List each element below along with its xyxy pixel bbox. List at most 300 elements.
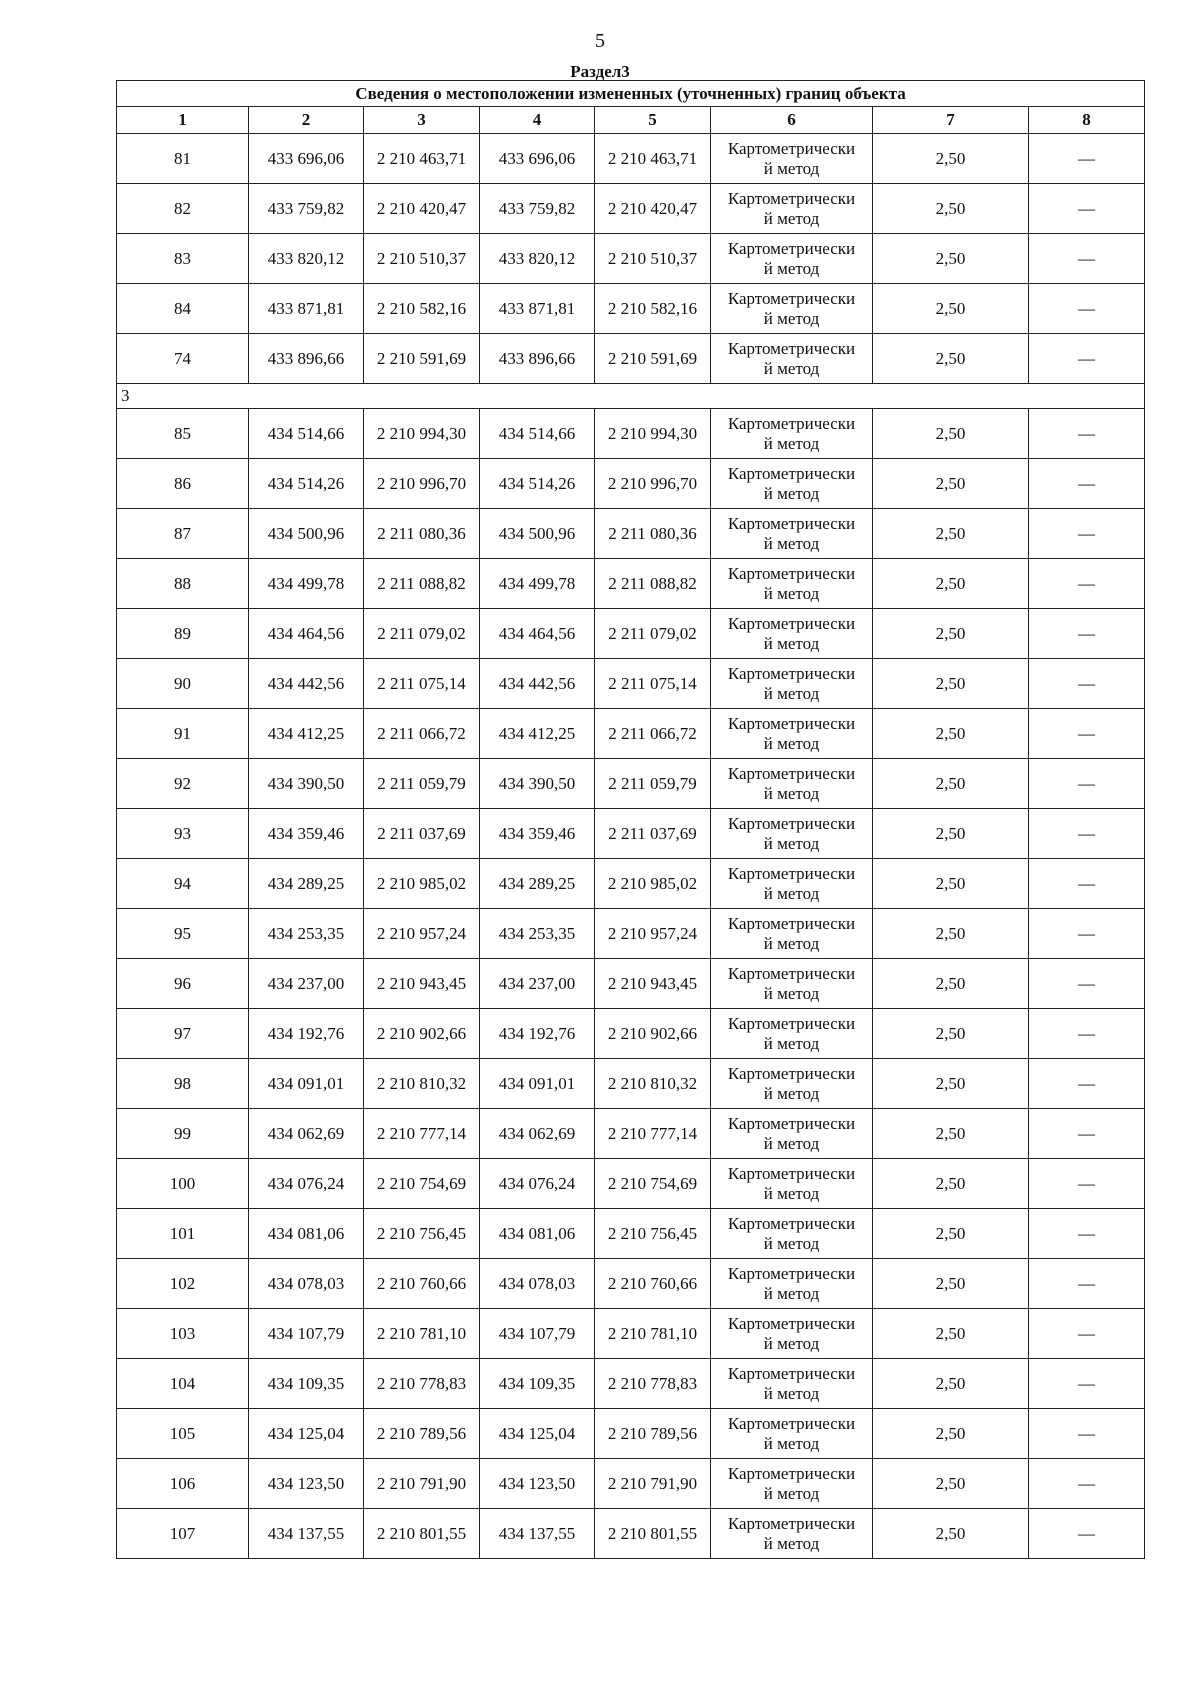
accuracy-cell: 2,50 [873, 559, 1029, 609]
x-new-cell: 434 514,66 [480, 409, 595, 459]
method-line-1: Картометрически [727, 763, 856, 783]
method-line-1: Картометрически [727, 663, 856, 683]
point-number-cell: 86 [117, 459, 249, 509]
x-old-cell: 434 464,56 [249, 609, 364, 659]
accuracy-cell: 2,50 [873, 409, 1029, 459]
table-row [117, 409, 1145, 459]
y-new-cell: 2 210 781,10 [595, 1309, 711, 1359]
note-cell: — [1029, 1459, 1145, 1509]
accuracy-cell: 2,50 [873, 1159, 1029, 1209]
table-title-row [117, 81, 1145, 107]
note-cell: — [1029, 334, 1145, 384]
x-new-cell: 434 125,04 [480, 1409, 595, 1459]
note-cell: — [1029, 509, 1145, 559]
method-line-1: Картометрически [727, 138, 856, 158]
x-new-cell: 434 442,56 [480, 659, 595, 709]
point-number-cell: 89 [117, 609, 249, 659]
table-row [117, 1259, 1145, 1309]
note-cell: — [1029, 1359, 1145, 1409]
note-cell: — [1029, 459, 1145, 509]
method-cell [711, 234, 873, 284]
x-old-cell: 434 500,96 [249, 509, 364, 559]
y-new-cell: 2 211 059,79 [595, 759, 711, 809]
method-line-1: Картометрически [727, 338, 856, 358]
method-cell [711, 759, 873, 809]
x-old-cell: 434 076,24 [249, 1159, 364, 1209]
x-new-cell: 434 123,50 [480, 1459, 595, 1509]
x-old-cell: 434 078,03 [249, 1259, 364, 1309]
point-number-cell: 90 [117, 659, 249, 709]
x-old-cell: 434 289,25 [249, 859, 364, 909]
method-line-2: й метод [763, 1483, 820, 1503]
x-old-cell: 434 237,00 [249, 959, 364, 1009]
method-line-2: й метод [763, 1133, 820, 1153]
note-cell: — [1029, 1309, 1145, 1359]
x-old-cell: 434 081,06 [249, 1209, 364, 1259]
table-row [117, 184, 1145, 234]
y-old-cell: 2 210 756,45 [364, 1209, 480, 1259]
y-old-cell: 2 210 994,30 [364, 409, 480, 459]
y-old-cell: 2 210 420,47 [364, 184, 480, 234]
y-old-cell: 2 210 996,70 [364, 459, 480, 509]
method-line-2: й метод [763, 733, 820, 753]
y-old-cell: 2 210 801,55 [364, 1509, 480, 1559]
accuracy-cell: 2,50 [873, 1509, 1029, 1559]
method-line-2: й метод [763, 883, 820, 903]
x-old-cell: 434 514,26 [249, 459, 364, 509]
method-line-1: Картометрически [727, 713, 856, 733]
accuracy-cell: 2,50 [873, 334, 1029, 384]
method-cell [711, 1159, 873, 1209]
accuracy-cell: 2,50 [873, 134, 1029, 184]
y-new-cell: 2 210 902,66 [595, 1009, 711, 1059]
method-cell [711, 459, 873, 509]
method-line-2: й метод [763, 533, 820, 553]
method-cell [711, 1409, 873, 1459]
y-old-cell: 2 211 037,69 [364, 809, 480, 859]
method-cell [711, 509, 873, 559]
point-number-cell: 85 [117, 409, 249, 459]
note-cell: — [1029, 1409, 1145, 1459]
note-cell: — [1029, 709, 1145, 759]
y-old-cell: 2 210 902,66 [364, 1009, 480, 1059]
table-row [117, 509, 1145, 559]
y-old-cell: 2 210 591,69 [364, 334, 480, 384]
method-line-2: й метод [763, 483, 820, 503]
x-new-cell: 434 237,00 [480, 959, 595, 1009]
accuracy-cell: 2,50 [873, 1409, 1029, 1459]
method-cell [711, 334, 873, 384]
point-number-cell: 91 [117, 709, 249, 759]
x-old-cell: 433 896,66 [249, 334, 364, 384]
accuracy-cell: 2,50 [873, 859, 1029, 909]
table-row [117, 1209, 1145, 1259]
method-line-1: Картометрически [727, 463, 856, 483]
method-line-1: Картометрически [727, 1363, 856, 1383]
accuracy-cell: 2,50 [873, 184, 1029, 234]
y-new-cell: 2 210 810,32 [595, 1059, 711, 1109]
point-number-cell: 92 [117, 759, 249, 809]
method-cell [711, 1359, 873, 1409]
x-new-cell: 434 359,46 [480, 809, 595, 859]
y-new-cell: 2 211 079,02 [595, 609, 711, 659]
x-new-cell: 434 091,01 [480, 1059, 595, 1109]
method-line-1: Картометрически [727, 913, 856, 933]
method-cell [711, 1059, 873, 1109]
note-cell: — [1029, 284, 1145, 334]
table-row [117, 809, 1145, 859]
method-cell [711, 1309, 873, 1359]
x-new-cell: 434 390,50 [480, 759, 595, 809]
method-cell [711, 1109, 873, 1159]
x-new-cell: 434 081,06 [480, 1209, 595, 1259]
x-old-cell: 433 759,82 [249, 184, 364, 234]
column-number: 6 [711, 107, 873, 134]
x-old-cell: 434 062,69 [249, 1109, 364, 1159]
y-new-cell: 2 211 075,14 [595, 659, 711, 709]
note-cell: — [1029, 1159, 1145, 1209]
column-number: 5 [595, 107, 711, 134]
table-row [117, 1309, 1145, 1359]
note-cell: — [1029, 409, 1145, 459]
x-new-cell: 434 109,35 [480, 1359, 595, 1409]
table-row [117, 1009, 1145, 1059]
x-old-cell: 434 514,66 [249, 409, 364, 459]
method-line-2: й метод [763, 583, 820, 603]
accuracy-cell: 2,50 [873, 1209, 1029, 1259]
accuracy-cell: 2,50 [873, 1359, 1029, 1409]
y-old-cell: 2 211 075,14 [364, 659, 480, 709]
accuracy-cell: 2,50 [873, 759, 1029, 809]
y-new-cell: 2 210 760,66 [595, 1259, 711, 1309]
y-old-cell: 2 210 510,37 [364, 234, 480, 284]
y-new-cell: 2 210 789,56 [595, 1409, 711, 1459]
point-number-cell: 96 [117, 959, 249, 1009]
y-old-cell: 2 211 079,02 [364, 609, 480, 659]
accuracy-cell: 2,50 [873, 809, 1029, 859]
method-line-2: й метод [763, 983, 820, 1003]
accuracy-cell: 2,50 [873, 1109, 1029, 1159]
method-line-1: Картометрически [727, 288, 856, 308]
method-line-1: Картометрически [727, 1013, 856, 1033]
table-body [117, 134, 1145, 1559]
note-cell: — [1029, 909, 1145, 959]
x-new-cell: 434 499,78 [480, 559, 595, 609]
method-line-2: й метод [763, 1183, 820, 1203]
point-number-cell: 104 [117, 1359, 249, 1409]
x-new-cell: 434 062,69 [480, 1109, 595, 1159]
method-line-1: Картометрически [727, 1463, 856, 1483]
point-number-cell: 84 [117, 284, 249, 334]
note-cell: — [1029, 659, 1145, 709]
x-new-cell: 434 076,24 [480, 1159, 595, 1209]
method-cell [711, 959, 873, 1009]
method-cell [711, 134, 873, 184]
point-number-cell: 98 [117, 1059, 249, 1109]
y-new-cell: 2 210 943,45 [595, 959, 711, 1009]
y-old-cell: 2 211 066,72 [364, 709, 480, 759]
table-row [117, 759, 1145, 809]
point-number-cell: 97 [117, 1009, 249, 1059]
method-line-1: Картометрически [727, 563, 856, 583]
point-number-cell: 99 [117, 1109, 249, 1159]
coordinates-table [116, 80, 1145, 1559]
y-old-cell: 2 210 957,24 [364, 909, 480, 959]
table-row [117, 1409, 1145, 1459]
y-old-cell: 2 210 810,32 [364, 1059, 480, 1109]
y-new-cell: 2 210 582,16 [595, 284, 711, 334]
table-row [117, 1159, 1145, 1209]
method-line-2: й метод [763, 258, 820, 278]
method-cell [711, 809, 873, 859]
method-line-1: Картометрически [727, 238, 856, 258]
method-line-2: й метод [763, 833, 820, 853]
point-number-cell: 74 [117, 334, 249, 384]
point-number-cell: 81 [117, 134, 249, 184]
method-cell [711, 184, 873, 234]
group-separator-row [117, 384, 1145, 409]
method-line-1: Картометрически [727, 1113, 856, 1133]
column-number: 4 [480, 107, 595, 134]
x-new-cell: 433 696,06 [480, 134, 595, 184]
y-new-cell: 2 210 420,47 [595, 184, 711, 234]
table-row [117, 659, 1145, 709]
method-cell [711, 709, 873, 759]
y-old-cell: 2 210 781,10 [364, 1309, 480, 1359]
method-cell [711, 609, 873, 659]
note-cell: — [1029, 134, 1145, 184]
column-number: 3 [364, 107, 480, 134]
point-number-cell: 94 [117, 859, 249, 909]
y-new-cell: 2 211 080,36 [595, 509, 711, 559]
method-line-2: й метод [763, 1533, 820, 1553]
y-new-cell: 2 210 756,45 [595, 1209, 711, 1259]
x-new-cell: 433 759,82 [480, 184, 595, 234]
method-line-2: й метод [763, 683, 820, 703]
x-old-cell: 434 192,76 [249, 1009, 364, 1059]
x-old-cell: 434 253,35 [249, 909, 364, 959]
x-old-cell: 433 820,12 [249, 234, 364, 284]
x-new-cell: 434 289,25 [480, 859, 595, 909]
x-old-cell: 434 091,01 [249, 1059, 364, 1109]
x-old-cell: 434 137,55 [249, 1509, 364, 1559]
y-new-cell: 2 210 791,90 [595, 1459, 711, 1509]
method-line-2: й метод [763, 1333, 820, 1353]
table-row [117, 609, 1145, 659]
x-old-cell: 434 390,50 [249, 759, 364, 809]
accuracy-cell: 2,50 [873, 509, 1029, 559]
x-new-cell: 434 500,96 [480, 509, 595, 559]
method-line-2: й метод [763, 783, 820, 803]
method-line-2: й метод [763, 933, 820, 953]
note-cell: — [1029, 1009, 1145, 1059]
method-cell [711, 659, 873, 709]
note-cell: — [1029, 1059, 1145, 1109]
x-new-cell: 434 464,56 [480, 609, 595, 659]
table-row [117, 1509, 1145, 1559]
y-old-cell: 2 211 059,79 [364, 759, 480, 809]
x-old-cell: 433 696,06 [249, 134, 364, 184]
y-old-cell: 2 210 463,71 [364, 134, 480, 184]
point-number-cell: 100 [117, 1159, 249, 1209]
table-row [117, 709, 1145, 759]
method-cell [711, 909, 873, 959]
x-new-cell: 434 107,79 [480, 1309, 595, 1359]
x-old-cell: 434 442,56 [249, 659, 364, 709]
accuracy-cell: 2,50 [873, 909, 1029, 959]
method-line-2: й метод [763, 1283, 820, 1303]
table-title: Сведения о местоположении измененных (уточненных) границ объекта [117, 81, 1145, 107]
x-new-cell: 434 078,03 [480, 1259, 595, 1309]
column-number-row [117, 107, 1145, 134]
accuracy-cell: 2,50 [873, 1309, 1029, 1359]
x-new-cell: 433 820,12 [480, 234, 595, 284]
method-line-1: Картометрически [727, 413, 856, 433]
table-row [117, 1059, 1145, 1109]
y-new-cell: 2 210 996,70 [595, 459, 711, 509]
y-new-cell: 2 210 778,83 [595, 1359, 711, 1409]
group-label: 3 [117, 384, 1145, 409]
y-old-cell: 2 210 754,69 [364, 1159, 480, 1209]
note-cell: — [1029, 809, 1145, 859]
point-number-cell: 103 [117, 1309, 249, 1359]
column-number: 7 [873, 107, 1029, 134]
accuracy-cell: 2,50 [873, 609, 1029, 659]
note-cell: — [1029, 859, 1145, 909]
note-cell: — [1029, 759, 1145, 809]
point-number-cell: 88 [117, 559, 249, 609]
x-new-cell: 434 192,76 [480, 1009, 595, 1059]
table-row [117, 284, 1145, 334]
point-number-cell: 82 [117, 184, 249, 234]
y-old-cell: 2 210 985,02 [364, 859, 480, 909]
y-new-cell: 2 210 985,02 [595, 859, 711, 909]
y-old-cell: 2 210 582,16 [364, 284, 480, 334]
y-old-cell: 2 210 778,83 [364, 1359, 480, 1409]
y-old-cell: 2 210 777,14 [364, 1109, 480, 1159]
table-row [117, 959, 1145, 1009]
column-number: 2 [249, 107, 364, 134]
table-row [117, 459, 1145, 509]
method-line-2: й метод [763, 1383, 820, 1403]
method-line-1: Картометрически [727, 963, 856, 983]
accuracy-cell: 2,50 [873, 959, 1029, 1009]
method-line-2: й метод [763, 158, 820, 178]
method-line-1: Картометрически [727, 1213, 856, 1233]
method-line-2: й метод [763, 1233, 820, 1253]
accuracy-cell: 2,50 [873, 1459, 1029, 1509]
method-line-1: Картометрически [727, 188, 856, 208]
method-cell [711, 1459, 873, 1509]
point-number-cell: 87 [117, 509, 249, 559]
method-cell [711, 859, 873, 909]
x-old-cell: 434 125,04 [249, 1409, 364, 1459]
x-old-cell: 434 123,50 [249, 1459, 364, 1509]
point-number-cell: 83 [117, 234, 249, 284]
method-line-1: Картометрически [727, 1263, 856, 1283]
y-old-cell: 2 210 791,90 [364, 1459, 480, 1509]
method-line-1: Картометрически [727, 1163, 856, 1183]
point-number-cell: 106 [117, 1459, 249, 1509]
table-row [117, 1359, 1145, 1409]
method-line-1: Картометрически [727, 1413, 856, 1433]
method-line-2: й метод [763, 1033, 820, 1053]
table-row [117, 1109, 1145, 1159]
method-line-2: й метод [763, 433, 820, 453]
point-number-cell: 102 [117, 1259, 249, 1309]
x-old-cell: 434 107,79 [249, 1309, 364, 1359]
x-old-cell: 434 109,35 [249, 1359, 364, 1409]
note-cell: — [1029, 1209, 1145, 1259]
x-old-cell: 434 359,46 [249, 809, 364, 859]
point-number-cell: 95 [117, 909, 249, 959]
table-row [117, 909, 1145, 959]
accuracy-cell: 2,50 [873, 709, 1029, 759]
table-row [117, 134, 1145, 184]
table-row [117, 859, 1145, 909]
point-number-cell: 105 [117, 1409, 249, 1459]
table-row [117, 234, 1145, 284]
note-cell: — [1029, 1509, 1145, 1559]
method-line-1: Картометрически [727, 1313, 856, 1333]
x-new-cell: 434 514,26 [480, 459, 595, 509]
y-new-cell: 2 210 801,55 [595, 1509, 711, 1559]
x-new-cell: 434 137,55 [480, 1509, 595, 1559]
method-cell [711, 284, 873, 334]
table-row [117, 334, 1145, 384]
note-cell: — [1029, 1259, 1145, 1309]
column-number: 1 [117, 107, 249, 134]
y-old-cell: 2 211 080,36 [364, 509, 480, 559]
y-new-cell: 2 210 777,14 [595, 1109, 711, 1159]
section-label: Раздел3 [570, 62, 630, 81]
method-line-2: й метод [763, 308, 820, 328]
method-line-1: Картометрически [727, 613, 856, 633]
y-old-cell: 2 211 088,82 [364, 559, 480, 609]
method-line-1: Картометрически [727, 1063, 856, 1083]
method-line-2: й метод [763, 358, 820, 378]
method-cell [711, 1259, 873, 1309]
y-new-cell: 2 210 994,30 [595, 409, 711, 459]
accuracy-cell: 2,50 [873, 1259, 1029, 1309]
y-new-cell: 2 211 066,72 [595, 709, 711, 759]
y-new-cell: 2 210 591,69 [595, 334, 711, 384]
method-cell [711, 1009, 873, 1059]
method-line-2: й метод [763, 208, 820, 228]
accuracy-cell: 2,50 [873, 459, 1029, 509]
table-row [117, 1459, 1145, 1509]
method-line-1: Картометрически [727, 863, 856, 883]
accuracy-cell: 2,50 [873, 1059, 1029, 1109]
point-number-cell: 101 [117, 1209, 249, 1259]
method-line-1: Картометрически [727, 513, 856, 533]
method-cell [711, 559, 873, 609]
y-new-cell: 2 210 463,71 [595, 134, 711, 184]
method-cell [711, 1209, 873, 1259]
page-number: 5 [595, 30, 605, 52]
x-old-cell: 434 412,25 [249, 709, 364, 759]
note-cell: — [1029, 234, 1145, 284]
x-new-cell: 434 253,35 [480, 909, 595, 959]
column-number: 8 [1029, 107, 1145, 134]
note-cell: — [1029, 559, 1145, 609]
method-line-1: Картометрически [727, 813, 856, 833]
y-old-cell: 2 210 943,45 [364, 959, 480, 1009]
x-new-cell: 433 871,81 [480, 284, 595, 334]
y-new-cell: 2 211 037,69 [595, 809, 711, 859]
method-line-2: й метод [763, 1083, 820, 1103]
table-row [117, 559, 1145, 609]
